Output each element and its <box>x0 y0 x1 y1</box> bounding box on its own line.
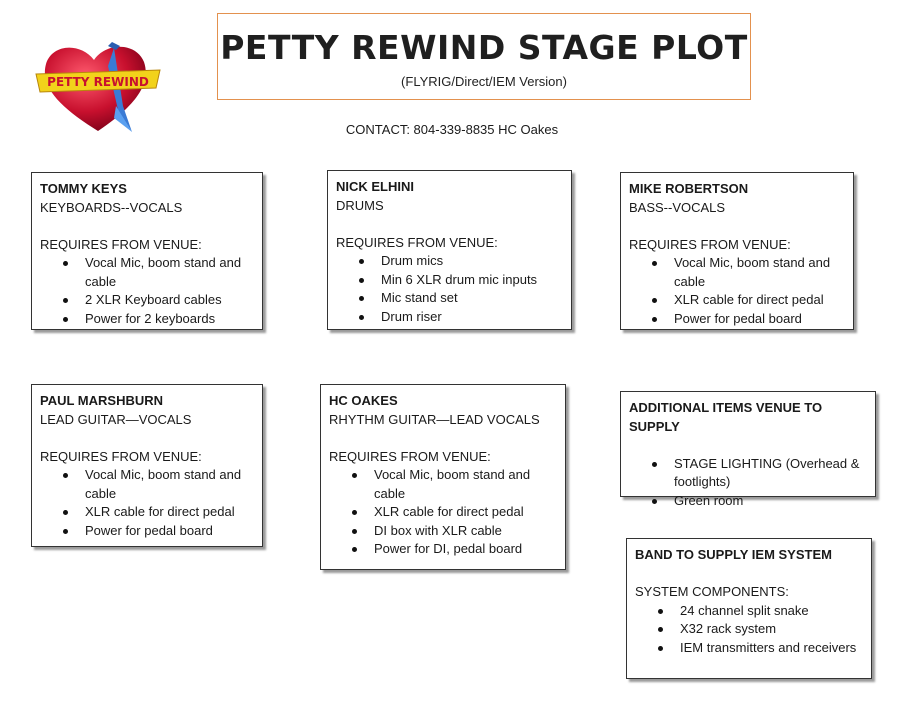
additional-list <box>629 455 867 511</box>
list-item: XLR cable for direct pedal <box>40 503 254 522</box>
requires-heading: REQUIRES FROM VENUE: <box>40 448 202 464</box>
member-name: TOMMY KEYS <box>40 181 127 196</box>
requirements-list <box>40 254 254 328</box>
list-item: Vocal Mic, boom stand and cable <box>40 254 254 291</box>
member-box-mike-robertson <box>620 172 854 330</box>
member-box-nick-elhini <box>327 170 572 330</box>
member-role: DRUMS <box>336 197 384 213</box>
requires-heading: REQUIRES FROM VENUE: <box>629 236 791 252</box>
requires-heading: REQUIRES FROM VENUE: <box>329 448 491 464</box>
list-item: Green room <box>629 492 867 511</box>
additional-items-box <box>620 391 876 508</box>
member-role: KEYBOARDS--VOCALS <box>40 199 183 215</box>
list-item: XLR cable for direct pedal <box>329 503 557 522</box>
member-name: NICK ELHINI <box>336 179 414 194</box>
page-subtitle: (FLYRIG/Direct/IEM Version) <box>401 74 567 89</box>
list-item: Mic stand set <box>336 289 563 308</box>
list-item: Drum mics <box>336 252 563 271</box>
list-item: Drum riser <box>336 308 563 327</box>
list-item: X32 rack system <box>635 620 863 639</box>
list-item: DI box with XLR cable <box>329 522 557 541</box>
requirements-list <box>40 466 254 540</box>
member-box-tommy-keys <box>31 172 263 330</box>
requires-heading: REQUIRES FROM VENUE: <box>336 234 498 250</box>
list-item: XLR cable for direct pedal <box>629 291 845 310</box>
system-components-heading: SYSTEM COMPONENTS: <box>635 584 789 599</box>
requirements-list <box>629 254 845 328</box>
requirements-list <box>336 252 563 326</box>
member-name: HC OAKES <box>329 393 398 408</box>
member-box-paul-marshburn <box>31 384 263 547</box>
member-role: LEAD GUITAR—VOCALS <box>40 411 192 427</box>
list-item: Vocal Mic, boom stand and cable <box>40 466 254 503</box>
additional-title: ADDITIONAL ITEMS VENUE TO SUPPLY <box>629 400 823 434</box>
logo-text: PETTY REWIND <box>47 75 149 89</box>
list-item: 24 channel split snake <box>635 602 863 621</box>
iem-list <box>635 602 863 658</box>
member-name: MIKE ROBERTSON <box>629 181 749 196</box>
contact-line: CONTACT: 804-339-8835 HC Oakes <box>345 122 559 137</box>
member-name: PAUL MARSHBURN <box>40 393 164 408</box>
list-item: IEM transmitters and receivers <box>635 639 863 658</box>
list-item: Power for DI, pedal board <box>329 540 557 559</box>
member-role: RHYTHM GUITAR—LEAD VOCALS <box>329 411 540 427</box>
list-item: Vocal Mic, boom stand and cable <box>329 466 557 503</box>
page-title: PETTY REWIND STAGE PLOT <box>220 28 748 67</box>
member-box-hc-oakes <box>320 384 566 570</box>
list-item: Power for pedal board <box>629 310 845 329</box>
list-item: STAGE LIGHTING (Overhead & footlights) <box>629 455 867 492</box>
requirements-list <box>329 466 557 559</box>
iem-system-box <box>626 538 872 679</box>
title-box <box>217 13 751 100</box>
band-logo <box>28 36 168 136</box>
list-item: Power for pedal board <box>40 522 254 541</box>
list-item: Min 6 XLR drum mic inputs <box>336 271 563 290</box>
requires-heading: REQUIRES FROM VENUE: <box>40 236 202 252</box>
list-item: 2 XLR Keyboard cables <box>40 291 254 310</box>
heart-guitar-logo-icon <box>28 36 168 136</box>
member-role: BASS--VOCALS <box>629 199 726 215</box>
list-item: Power for 2 keyboards <box>40 310 254 329</box>
iem-title: BAND TO SUPPLY IEM SYSTEM <box>635 547 832 562</box>
list-item: Vocal Mic, boom stand and cable <box>629 254 845 291</box>
